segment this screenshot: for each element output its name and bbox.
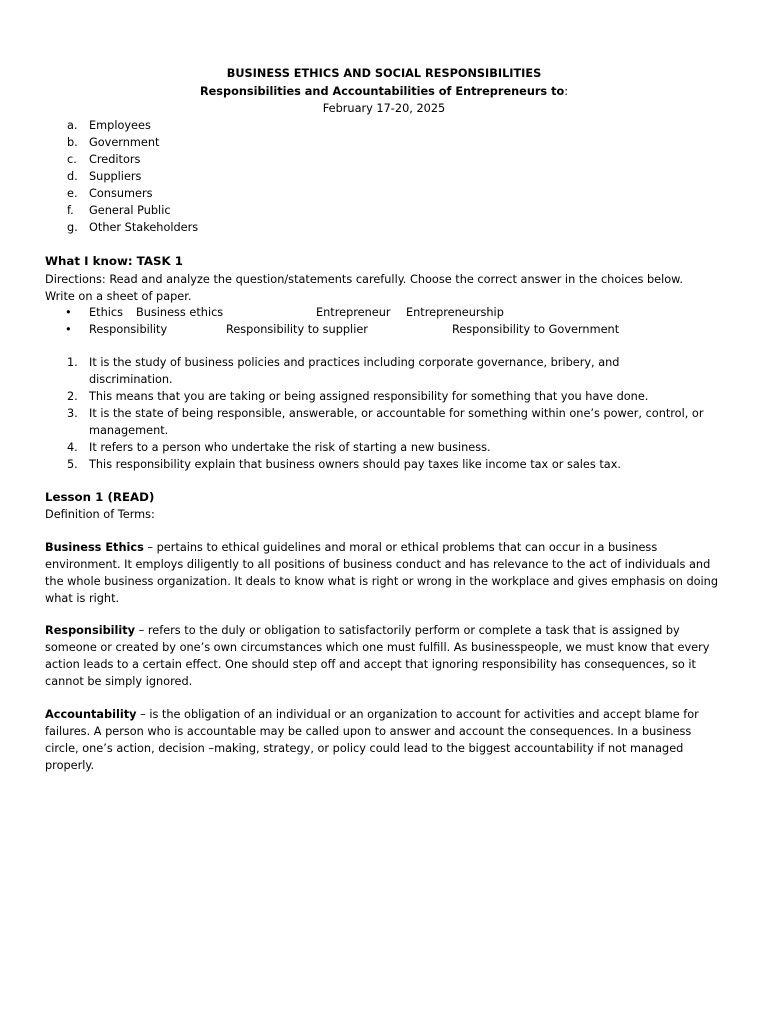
term-label: Accountability [45, 708, 137, 721]
document-subtitle [0, 83, 768, 101]
question-item [45, 405, 705, 439]
list-marker: g. [67, 221, 78, 234]
question-item [45, 439, 705, 456]
question-text: This responsibility explain that business owners should pay taxes like income tax or sales tax. [89, 458, 621, 471]
choice-item: Responsibility to supplier [226, 323, 368, 336]
subtitle-text: Responsibilities and Accountabilities of Entrepreneurs to [199, 84, 565, 98]
question-number: 3. [67, 407, 78, 420]
choice-item: Entrepreneurship [406, 306, 504, 319]
list-item-label: Creditors [89, 153, 141, 166]
list-item [45, 117, 198, 134]
list-item [45, 168, 198, 185]
list-marker: a. [67, 119, 78, 132]
list-item-label: General Public [89, 204, 171, 217]
document-title: BUSINESS ETHICS AND SOCIAL RESPONSIBILITIES [226, 67, 542, 80]
list-item-label: Other Stakeholders [89, 221, 199, 234]
question-text: This means that you are taking or being assigned responsibility for something that you have done. [89, 390, 649, 403]
list-marker: d. [67, 170, 78, 183]
definition-accountability [45, 706, 725, 774]
subtitle-colon: : [564, 84, 569, 98]
term-definition: – is the obligation of an individual or an organization to account for activities and accept blame for failures. A person who is accountable may be called upon to answer and account the consequences. In a business circle, one’s action, decision –making, strategy, or policy could lead to the biggest accountability if not managed properly. [45, 708, 699, 772]
list-item-label: Consumers [89, 187, 153, 200]
question-text: It refers to a person who undertake the risk of starting a new business. [89, 441, 491, 454]
choice-item: Ethics [89, 306, 123, 319]
document-header [0, 65, 768, 118]
question-text: It is the state of being responsible, answerable, or accountable for something within one’s power, control, or management. [89, 407, 704, 437]
question-item [45, 354, 705, 388]
lesson-heading: Lesson 1 (READ) [45, 490, 155, 504]
question-number: 1. [67, 356, 78, 369]
question-item [45, 456, 705, 473]
question-number: 2. [67, 390, 78, 403]
choices-row [45, 304, 745, 321]
list-marker: b. [67, 136, 78, 149]
choice-item: Responsibility to Government [452, 323, 620, 336]
list-item [45, 134, 198, 151]
choices-list [45, 304, 745, 338]
list-item [45, 151, 198, 168]
stakeholder-list [45, 117, 198, 236]
list-item [45, 219, 198, 236]
lesson-subheading: Definition of Terms: [45, 508, 155, 521]
question-list [45, 354, 705, 473]
question-number: 5. [67, 458, 78, 471]
question-number: 4. [67, 441, 78, 454]
choice-item: Responsibility [89, 323, 168, 336]
list-item-label: Employees [89, 119, 151, 132]
definition-business-ethics [45, 539, 725, 607]
term-label: Responsibility [45, 624, 136, 637]
bullet-marker: • [65, 306, 72, 319]
list-item-label: Suppliers [89, 170, 142, 183]
list-marker: c. [67, 153, 77, 166]
list-marker: e. [67, 187, 78, 200]
choice-item: Business ethics [136, 306, 224, 319]
document-date: February 17-20, 2025 [322, 102, 446, 115]
bullet-marker: • [65, 323, 72, 336]
list-marker: f. [67, 204, 74, 217]
question-item [45, 388, 705, 405]
term-definition: – pertains to ethical guidelines and moral or ethical problems that can occur in a business environment. It employs diligently to all positions of business conduct and has relevance to the act of individuals and the whole business organization. It deals to know what is right or wrong in the workplace and gives emphasis on doing what is right. [45, 541, 718, 605]
task-directions: Directions: Read and analyze the question/statements carefully. Choose the correct answer in the choices below. Write on a sheet of paper. [45, 273, 683, 303]
choices-row [45, 321, 745, 338]
term-definition: – refers to the duly or obligation to satisfactorily perform or complete a task that is assigned by someone or created by one’s own circumstances which one must fulfill. As businesspeople, we must know that every action leads to a certain effect. One should step off and accept that ignoring responsibility has consequences, so it cannot be simply ignored. [45, 624, 710, 688]
question-text: It is the study of business policies and practices including corporate governance, bribery, and discrimination. [89, 356, 620, 386]
list-item [45, 185, 198, 202]
list-item [45, 202, 198, 219]
task-heading: What I know: TASK 1 [45, 254, 183, 268]
list-item-label: Government [89, 136, 160, 149]
definition-responsibility [45, 622, 725, 690]
choice-item: Entrepreneur [316, 306, 391, 319]
term-label: Business Ethics [45, 541, 144, 554]
